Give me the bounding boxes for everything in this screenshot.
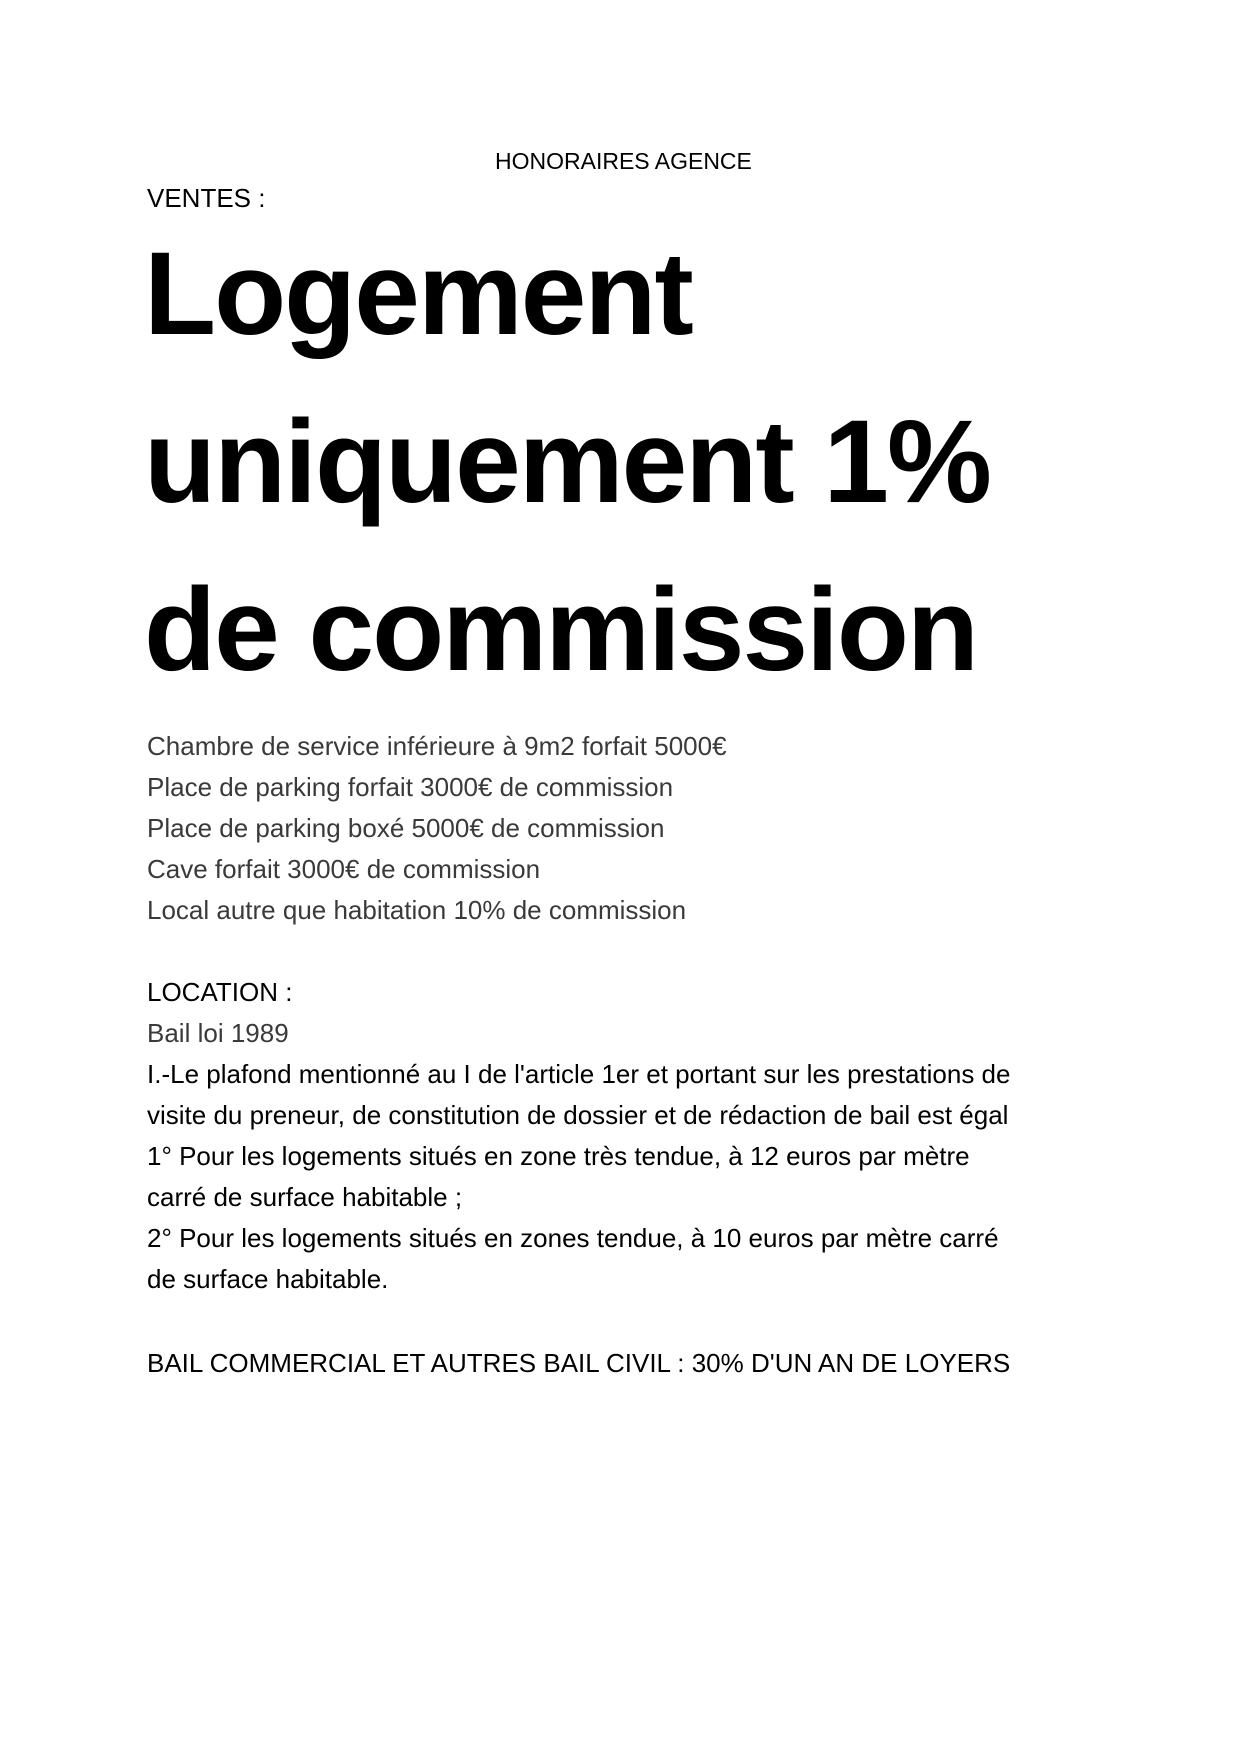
- sales-headline: [144, 210, 1094, 714]
- legal-line: carré de surface habitable ;: [147, 1182, 463, 1212]
- sales-fee-list: [147, 726, 727, 931]
- legal-line: 1° Pour les logements situés en zone très tendue, à 12 euros par mètre: [147, 1141, 970, 1171]
- legal-line: 2° Pour les logements situés en zones tendue, à 10 euros par mètre carré: [147, 1223, 999, 1253]
- rental-legal-text: [147, 1054, 1107, 1300]
- fee-item: Chambre de service inférieure à 9m2 forfait 5000€: [147, 731, 727, 761]
- fee-item: Cave forfait 3000€ de commission: [147, 854, 541, 884]
- rental-sublabel: Bail loi 1989: [147, 1018, 289, 1048]
- headline-line: Logement: [144, 228, 692, 360]
- sales-section-label: VENTES :: [147, 183, 266, 213]
- legal-line: I.-Le plafond mentionné au I de l'article 1er et portant sur les prestations de: [147, 1059, 1011, 1089]
- fee-item: Place de parking forfait 3000€ de commission: [147, 772, 674, 802]
- legal-line: de surface habitable.: [147, 1264, 389, 1294]
- headline-line: uniquement 1%: [144, 396, 990, 528]
- fee-item: Place de parking boxé 5000€ de commission: [147, 813, 665, 843]
- commercial-lease-fee: BAIL COMMERCIAL ET AUTRES BAIL CIVIL : 30% D'UN AN DE LOYERS: [147, 1348, 1011, 1378]
- rental-section-label: LOCATION :: [147, 977, 293, 1007]
- document-title: HONORAIRES AGENCE: [495, 148, 752, 174]
- headline-line: de commission: [144, 564, 978, 696]
- legal-line: visite du preneur, de constitution de dossier et de rédaction de bail est égal: [147, 1100, 1009, 1130]
- fee-item: Local autre que habitation 10% de commission: [147, 895, 687, 925]
